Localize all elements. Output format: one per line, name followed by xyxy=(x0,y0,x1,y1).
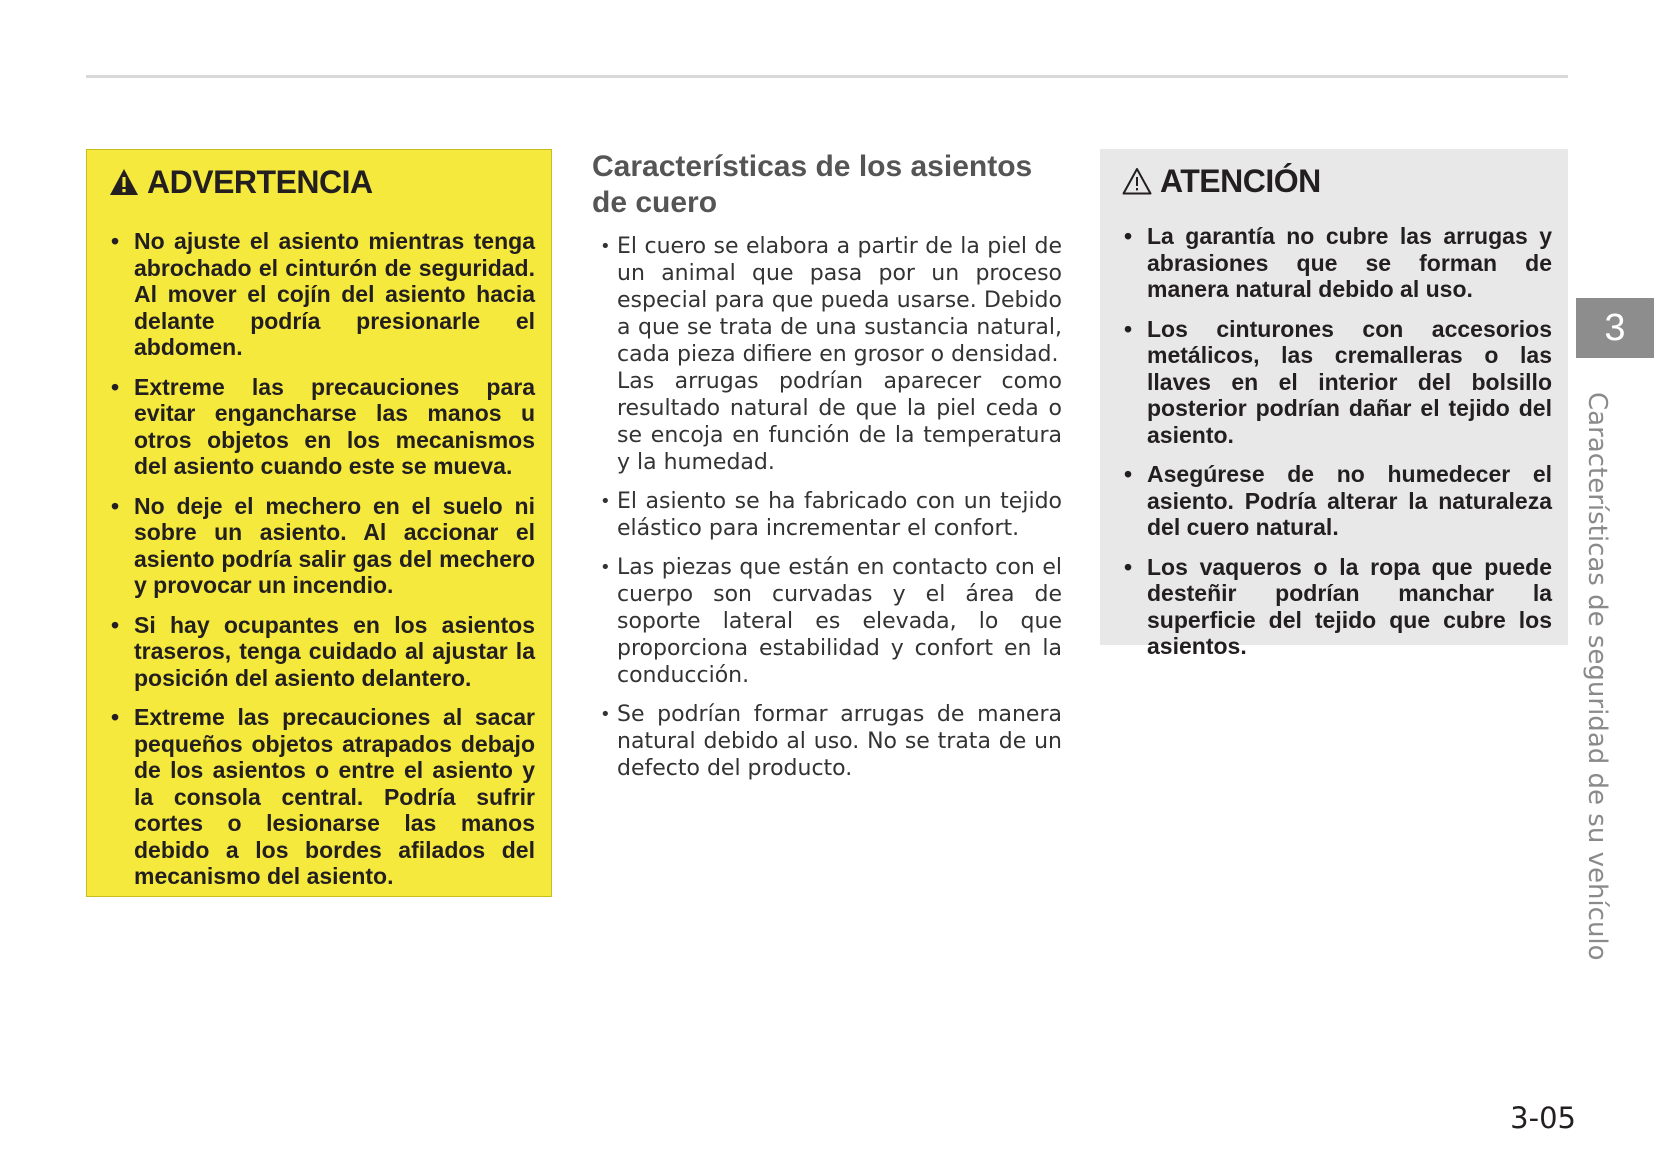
caution-item: • Los vaqueros o la ropa que puede desteñir podrían manchar la superficie del tejido que cubre los asientos. xyxy=(1122,554,1552,660)
caution-list xyxy=(1122,223,1552,660)
warning-item: • Extreme las precauciones para evitar engancharse las manos u otros objetos en los mecanismos del asiento cuando este se mueva. xyxy=(109,374,535,480)
section-title: Características de los asientos de cuero xyxy=(592,150,1033,219)
warning-triangle-filled-icon xyxy=(109,168,139,196)
caution-item: • La garantía no cubre las arrugas y abrasiones que se forman de manera natural debido al uso. xyxy=(1122,223,1552,303)
warning-item: • No deje el mechero en el suelo ni sobre un asiento. Al accionar el asiento podría salir gas del mechero y provocar un incendio. xyxy=(109,493,535,599)
leather-seats-section xyxy=(592,149,1062,794)
warning-title: ADVERTENCIA xyxy=(147,163,373,200)
warning-triangle-outline-icon xyxy=(1122,167,1152,195)
warning-item: • No ajuste el asiento mientras tenga abrochado el cinturón de seguridad. Al mover el cojín del asiento hacia delante podría presionarle el abdomen. xyxy=(109,228,535,361)
caution-box xyxy=(1100,149,1568,659)
leather-item-text: • Se podrían formar arrugas de manera natural debido al uso. No se trata de un defecto del producto. xyxy=(617,702,1062,781)
leather-item xyxy=(592,488,1062,542)
warning-item: • Extreme las precauciones al sacar pequeños objetos atrapados debajo de los asientos o entre el asiento y la consola central. Podría sufrir cortes o lesionarse las manos debido a los bordes afilados del mecanismo del asiento. xyxy=(109,704,535,890)
warning-list xyxy=(109,228,535,890)
warning-box xyxy=(86,149,552,897)
page-number: 3-05 xyxy=(1510,1101,1576,1135)
header-rule xyxy=(86,75,1568,78)
leather-item xyxy=(592,554,1062,689)
warning-heading xyxy=(109,164,535,200)
leather-item xyxy=(592,233,1062,476)
caution-title: ATENCIÓN xyxy=(1160,162,1321,199)
leather-item-note: Las arrugas podrían aparecer como resultado natural de que la piel ceda o se encoja en función de la temperatura y la humedad. xyxy=(617,369,1062,475)
leather-item-text: • El cuero se elabora a partir de la piel de un animal que pasa por un proceso especial para que pueda usarse. Debido a que se trata de una sustancia natural, cada pieza difiere en grosor o densidad. xyxy=(617,234,1062,367)
leather-item-text: • Las piezas que están en contacto con el cuerpo son curvadas y el área de soporte lateral es elevada, lo que proporciona estabilidad y confort en la conducción. xyxy=(617,555,1062,688)
leather-list xyxy=(592,233,1062,782)
chapter-tab: 3 xyxy=(1576,298,1654,358)
caution-heading xyxy=(1122,163,1552,199)
caution-item: • Asegúrese de no humedecer el asiento. Podría alterar la naturaleza del cuero natural. xyxy=(1122,461,1552,541)
caution-item: • Los cinturones con accesorios metálicos, las cremalleras o las llaves en el interior del bolsillo posterior podrían dañar el tejido del asiento. xyxy=(1122,316,1552,449)
warning-item: • Si hay ocupantes en los asientos traseros, tenga cuidado al ajustar la posición del asiento delantero. xyxy=(109,612,535,692)
leather-item-text: • El asiento se ha fabricado con un tejido elástico para incrementar el confort. xyxy=(617,489,1062,541)
chapter-side-title: Características de seguridad de su vehículo xyxy=(1582,392,1612,961)
leather-item xyxy=(592,701,1062,782)
